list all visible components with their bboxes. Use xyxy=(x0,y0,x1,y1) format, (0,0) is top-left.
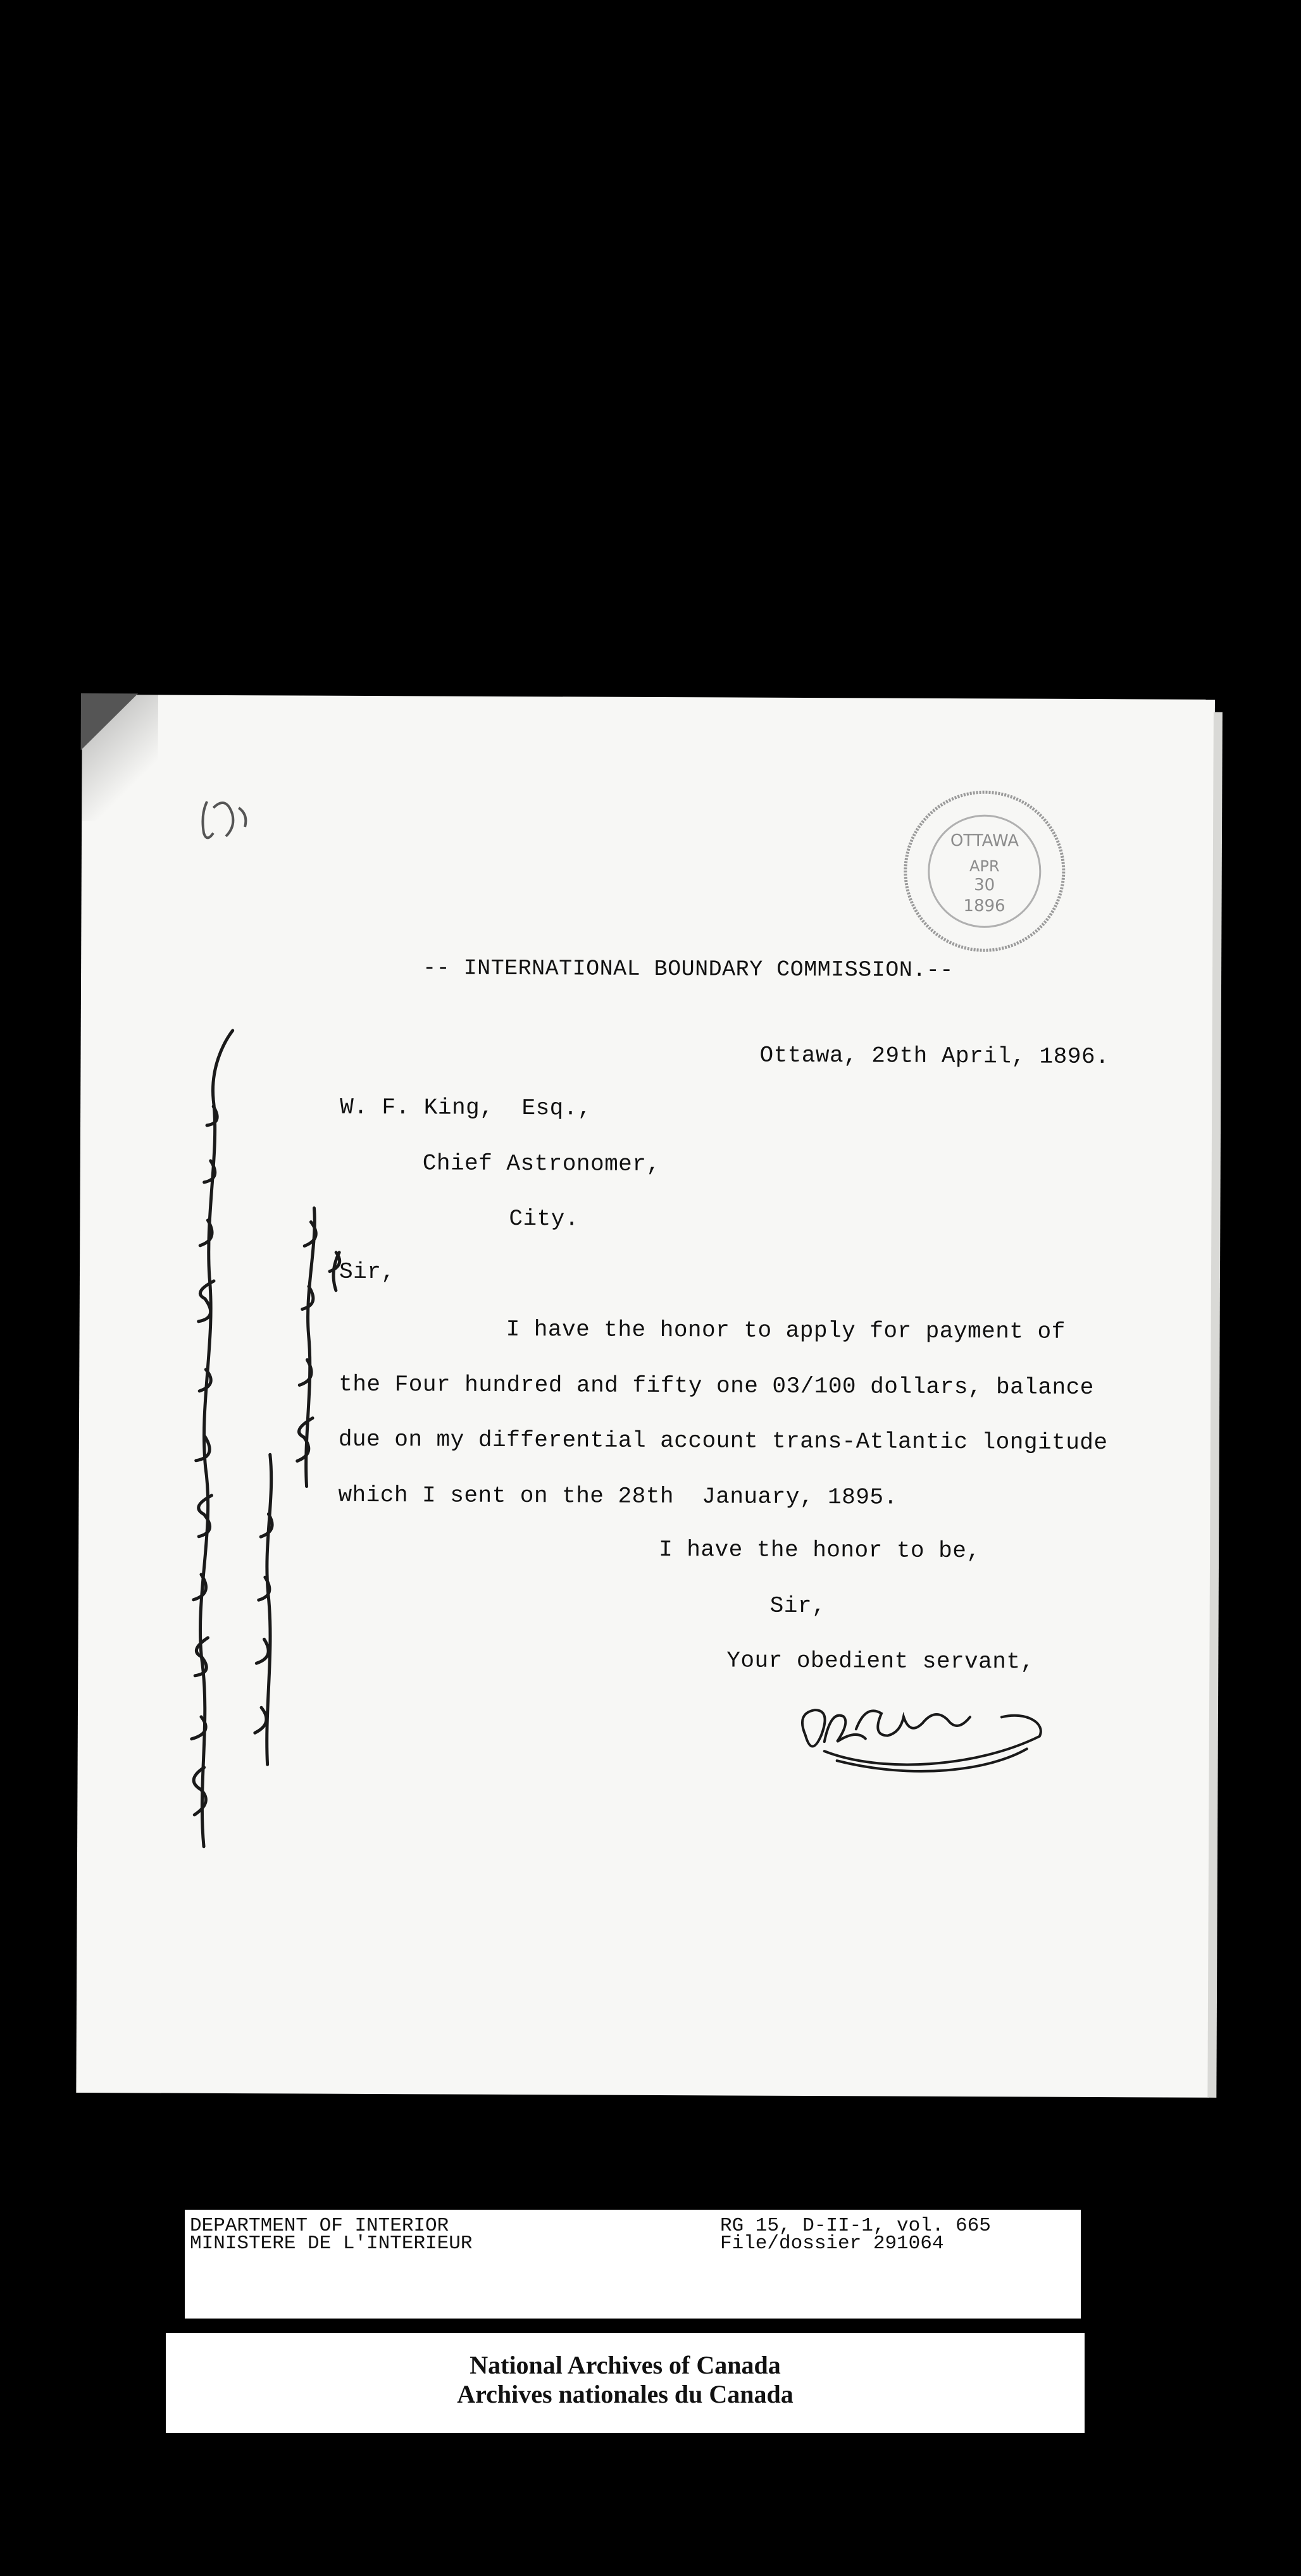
salutation: Sir, xyxy=(339,1258,395,1285)
signature-icon xyxy=(786,1685,1052,1787)
letter-heading: -- INTERNATIONAL BOUNDARY COMMISSION.-- xyxy=(423,955,954,984)
body-line-3: due on my differential account trans-Atlantic longitude xyxy=(338,1426,1108,1456)
file-dossier-number: File/dossier 291064 xyxy=(720,2232,944,2255)
closing-line-3: Your obedient servant, xyxy=(726,1647,1035,1675)
body-line-2: the Four hundred and fifty one 03/100 dollars, balance xyxy=(339,1371,1094,1401)
letter-date: Ottawa, 29th April, 1896. xyxy=(759,1042,1110,1070)
sheet-edge xyxy=(1207,712,1223,2098)
body-line-4: which I sent on the 28th January, 1895. xyxy=(338,1482,898,1511)
department-line-fr: MINISTERE DE L'INTERIEUR xyxy=(190,2232,473,2255)
archive-reference-label xyxy=(185,2210,1081,2319)
archives-banner xyxy=(166,2333,1085,2433)
body-line-1: I have the honor to apply for payment of xyxy=(506,1316,1066,1345)
pencil-mark-icon xyxy=(188,789,264,853)
closing-line-2: Sir, xyxy=(769,1592,826,1619)
letter-sheet xyxy=(76,695,1215,2098)
record-group-reference: RG 15, D-II-1, vol. 665 xyxy=(720,2215,991,2237)
received-stamp-icon xyxy=(895,786,1073,957)
svg-text:APR: APR xyxy=(969,857,1000,876)
address-line-1: W. F. King, Esq., xyxy=(340,1094,592,1122)
handwritten-margin-note xyxy=(159,993,353,1879)
archives-name-en: National Archives of Canada xyxy=(470,2351,781,2379)
svg-text:30: 30 xyxy=(974,876,995,895)
closing-line-1: I have the honor to be, xyxy=(659,1536,981,1564)
corner-fold xyxy=(81,693,138,750)
archives-name-fr: Archives nationales du Canada xyxy=(457,2380,794,2408)
svg-text:OTTAWA: OTTAWA xyxy=(950,831,1019,851)
svg-text:1896: 1896 xyxy=(963,896,1005,916)
address-line-3: City. xyxy=(509,1205,580,1232)
department-line-en: DEPARTMENT OF INTERIOR xyxy=(190,2215,449,2237)
address-line-2: Chief Astronomer, xyxy=(422,1150,661,1177)
